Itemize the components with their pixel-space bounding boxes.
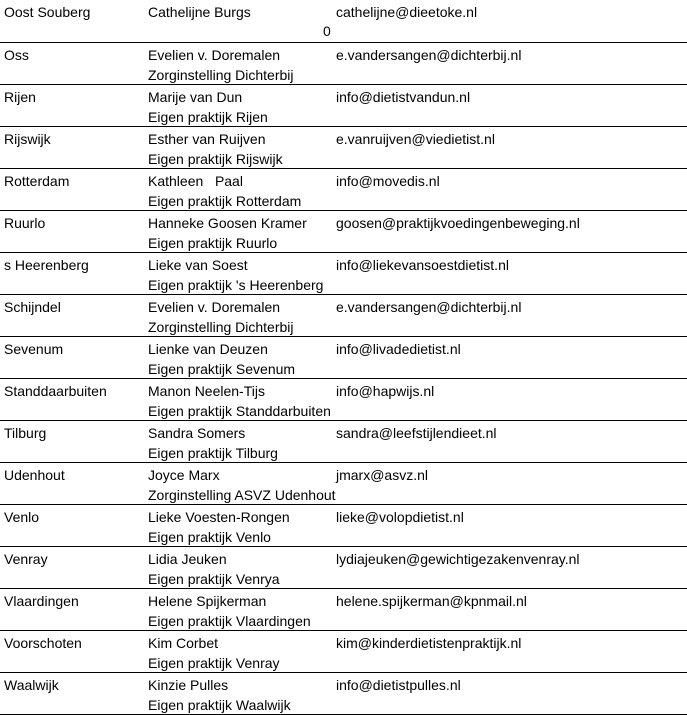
city-cell: s Heerenberg	[4, 257, 89, 273]
table-row	[0, 211, 687, 253]
name-cell: Cathelijne Burgs	[148, 4, 251, 20]
email-cell: info@dietistpulles.nl	[336, 677, 461, 693]
organisation-cell: Eigen praktijk Venray	[148, 655, 280, 671]
table-row	[0, 43, 687, 85]
city-cell: Rijen	[4, 89, 36, 105]
name-cell: Sandra Somers	[148, 425, 246, 441]
table-row	[0, 379, 687, 421]
name-cell: Lienke van Deuzen	[148, 341, 268, 357]
email-cell: sandra@leefstijlendieet.nl	[336, 425, 497, 441]
organisation-cell: Zorginstelling ASVZ Udenhout	[148, 487, 336, 503]
email-cell: info@liekevansoestdietist.nl	[336, 257, 509, 273]
name-cell: Evelien v. Doremalen	[148, 299, 281, 315]
name-cell: Kathleen Paal	[148, 173, 243, 189]
table-row	[0, 127, 687, 169]
table-row	[0, 631, 687, 673]
organisation-cell: Eigen praktijk Waalwijk	[148, 697, 291, 713]
city-cell: Sevenum	[4, 341, 64, 357]
table-row	[0, 589, 687, 631]
city-cell: Venray	[4, 551, 48, 567]
city-cell: Voorschoten	[4, 635, 82, 651]
email-cell: info@livadedietist.nl	[336, 341, 461, 357]
name-cell: Manon Neelen-Tijs	[148, 383, 265, 399]
table-row	[0, 421, 687, 463]
table-row	[0, 253, 687, 295]
table-row	[0, 295, 687, 337]
name-cell: Helene Spijkerman	[148, 593, 267, 609]
email-cell: e.vandersangen@dichterbij.nl	[336, 299, 522, 315]
email-cell: jmarx@asvz.nl	[336, 467, 429, 483]
table-row	[0, 505, 687, 547]
organisation-cell: Eigen praktijk Sevenum	[148, 361, 296, 377]
organisation-cell: Eigen praktijk 's Heerenberg	[148, 277, 324, 293]
organisation-cell: Eigen praktijk Ruurlo	[148, 235, 278, 251]
email-cell: cathelijne@dieetoke.nl	[336, 4, 478, 20]
organisation-cell: Eigen praktijk Venlo	[148, 529, 271, 545]
table-row	[0, 673, 687, 715]
city-cell: Tilburg	[4, 425, 47, 441]
email-cell: e.vanruijven@viedietist.nl	[336, 131, 495, 147]
overflow-value-cell: 0	[323, 23, 331, 39]
table-row	[0, 337, 687, 379]
organisation-cell: Eigen praktijk Tilburg	[148, 445, 278, 461]
name-cell: Kinzie Pulles	[148, 677, 229, 693]
city-cell: Oss	[4, 47, 29, 63]
city-cell: Ruurlo	[4, 215, 46, 231]
city-cell: Vlaardingen	[4, 593, 79, 609]
city-cell: Oost Souberg	[4, 4, 91, 20]
city-cell: Waalwijk	[4, 677, 59, 693]
name-cell: Evelien v. Doremalen	[148, 47, 281, 63]
name-cell: Lieke van Soest	[148, 257, 248, 273]
email-cell: e.vandersangen@dichterbij.nl	[336, 47, 522, 63]
name-cell: Hanneke Goosen Kramer	[148, 215, 307, 231]
table-row	[0, 85, 687, 127]
name-cell: Lidia Jeuken	[148, 551, 227, 567]
city-cell: Standdaarbuiten	[4, 383, 107, 399]
name-cell: Marije van Dun	[148, 89, 243, 105]
email-cell: helene.spijkerman@kpnmail.nl	[336, 593, 527, 609]
organisation-cell: Eigen praktijk Vlaardingen	[148, 613, 311, 629]
organisation-cell: Eigen praktijk Rijswijk	[148, 151, 283, 167]
organisation-cell: Eigen praktijk Standdarbuiten	[148, 403, 331, 419]
organisation-cell: Eigen praktijk Rotterdam	[148, 193, 302, 209]
name-cell: Esther van Ruijven	[148, 131, 266, 147]
email-cell: info@dietistvandun.nl	[336, 89, 471, 105]
city-cell: Schijndel	[4, 299, 61, 315]
name-cell: Joyce Marx	[148, 467, 220, 483]
city-cell: Rotterdam	[4, 173, 70, 189]
organisation-cell: Eigen praktijk Rijen	[148, 109, 268, 125]
table-row	[0, 547, 687, 589]
organisation-cell: Eigen praktijk Venrya	[148, 571, 280, 587]
organisation-cell: Zorginstelling Dichterbij	[148, 319, 294, 335]
city-cell: Udenhout	[4, 467, 65, 483]
email-cell: info@hapwijs.nl	[336, 383, 435, 399]
email-cell: lydiajeuken@gewichtigezakenvenray.nl	[336, 551, 580, 567]
name-cell: Kim Corbet	[148, 635, 219, 651]
table-row	[0, 0, 687, 43]
city-cell: Venlo	[4, 509, 40, 525]
table-row	[0, 463, 687, 505]
email-cell: info@movedis.nl	[336, 173, 440, 189]
table-row	[0, 169, 687, 211]
city-cell: Rijswijk	[4, 131, 51, 147]
organisation-cell: Zorginstelling Dichterbij	[148, 67, 294, 83]
name-cell: Lieke Voesten-Rongen	[148, 509, 290, 525]
email-cell: goosen@praktijkvoedingenbeweging.nl	[336, 215, 580, 231]
email-cell: kim@kinderdietistenpraktijk.nl	[336, 635, 522, 651]
email-cell: lieke@volopdietist.nl	[336, 509, 464, 525]
